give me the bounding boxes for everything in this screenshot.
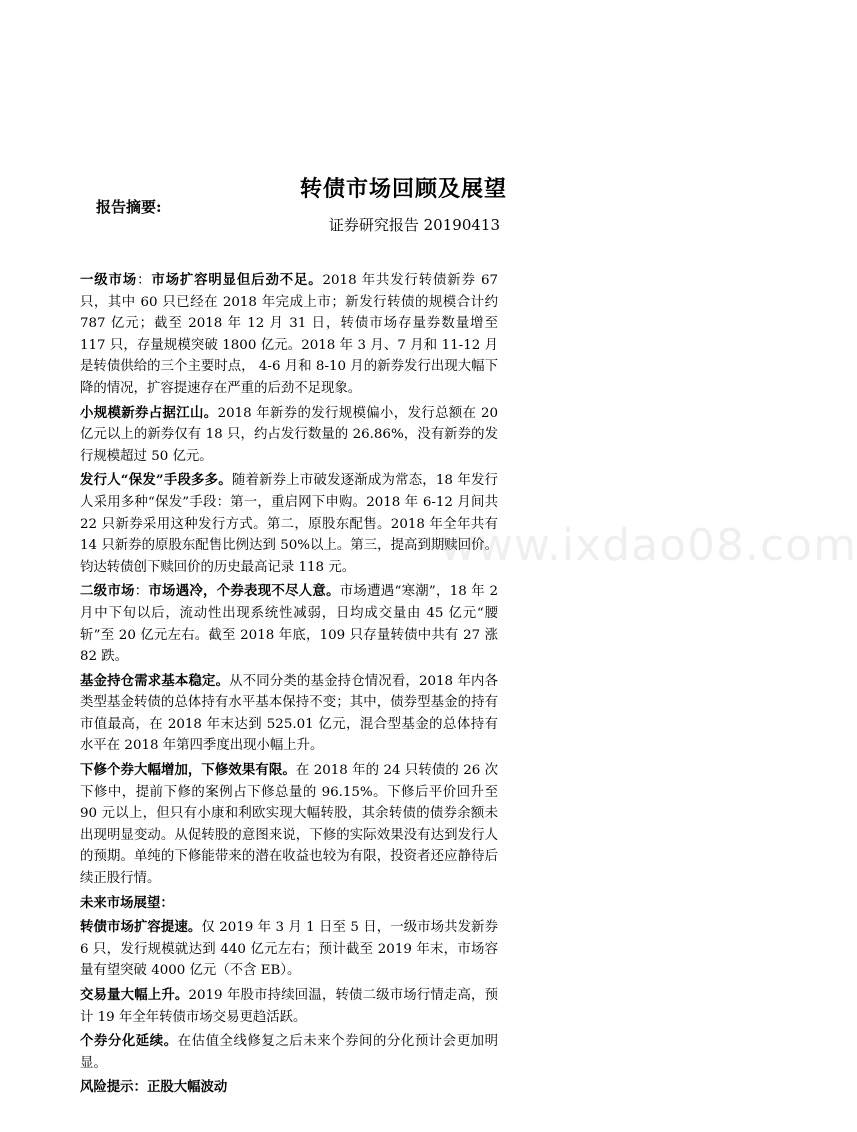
paragraph-lead-sep: ： [134, 584, 149, 600]
paragraph-expansion [80, 917, 498, 982]
report-subtitle: 证券研究报告 20190413 [328, 216, 500, 234]
risk-text: 正股大幅波动 [146, 1079, 228, 1096]
paragraph-bold: 基金持仓需求基本稳定。 [80, 672, 230, 689]
paragraph-text: 2018 年新券的发行规模偏小，发行总额在 20 亿元以上的新券仅有 18 只，约占发行数量的 26.86%，没有新券的发行规模超过 50 亿元。 [80, 405, 499, 464]
paragraph-issuer-methods [80, 470, 498, 578]
risk-warning [80, 1077, 498, 1099]
risk-label: 风险提示： [80, 1079, 147, 1096]
paragraph-divergence [80, 1031, 498, 1074]
paragraph-bold: 小规模新券占据江山。 [80, 404, 218, 421]
paragraph-primary-market [80, 270, 498, 400]
watermark: www.ixdao08.com [440, 520, 857, 571]
paragraph-text: 仅 2019 年 3 月 1 日至 5 日，一级市场共发新券 6 只，发行规模就达到 440 亿元左右；预计截至 2019 年末，市场容量有望突破 4000 亿元（不含 EB）。 [80, 920, 498, 979]
paragraph-bold: 转债市场扩容提速。 [80, 919, 202, 936]
paragraph-text: 2019 年股市持续回温，转债二级市场行情走高，预计 19 年全年转债市场交易更趋活跃。 [80, 988, 499, 1025]
paragraph-text: 从不同分类的基金持仓情况看，2018 年内各类型基金转债的总体持有水平基本保持不变；其中，债券型基金的持有市值最高，在 2018 年末达到 525.01 亿元，混合型基金的总体持有水平在 2018 年第四季度出现小幅上升。 [80, 673, 498, 754]
paragraph-text: 市场遭遇“寒潮”，18 年 2 月中下旬以后，流动性出现系统性减弱，日均成交量由 45 亿元“腰斩”至 20 亿元左右。截至 2018 年底，109 只存量转债中共有 27 涨 82 跌。 [80, 584, 499, 665]
paragraph-text: 2018 年共发行转债新券 67 只，其中 60 只已经在 2018 年完成上市；新发行转债的规模合计约 787 亿元；截至 2018 年 12 月 31 日，转债市场存量券数量增至 117 只，存量规模突破 1800 亿元。2018 年 3 月、7 月和 11-12 月是转债供给的三个主要时点， 4-6 月和 8-10 月的新券发行出现大幅下降的情况，扩容提速存在严重的后劲不足现象。 [80, 273, 499, 396]
paragraph-downward-revision [80, 760, 498, 890]
paragraph-secondary-market [80, 581, 498, 667]
paragraph-text: 在 2018 年的 24 只转债的 26 次下修中，提前下修的案例占下修总量的 96.15%。下修后平价回升至 90 元以上，但只有小康和利欧实现大幅转股，其余转债的债券余额未出现明显变动。从促转股的意图来说，下修的实际效果没有达到发行人的预期。单纯的下修能带来的潜在收益也较为有限，投资者还应静待后续正股行情。 [80, 763, 499, 887]
report-title: 转债市场回顾及展望 [300, 176, 508, 202]
paragraph-text: 在估值全线修复之后未来个券间的分化预计会更加明显。 [80, 1034, 499, 1071]
paragraph-bold: 个券分化延续。 [80, 1033, 178, 1050]
paragraph-bold: 下修个券大幅增加，下修效果有限。 [80, 762, 296, 779]
paragraph-fund-holdings [80, 671, 498, 757]
paragraph-lead: 一级市场 [80, 272, 138, 288]
paragraph-volume [80, 985, 498, 1028]
abstract-body [80, 270, 498, 1102]
paragraph-bold: 市场扩容明显但后劲不足。 [151, 272, 323, 288]
paragraph-lead: 二级市场 [80, 583, 135, 600]
abstract-label: 报告摘要: [96, 198, 162, 216]
paragraph-bold: 发行人“保发”手段多多。 [80, 472, 232, 489]
paragraph-text: 随着新券上市破发逐渐成为常态，18 年发行人采用多种“保发”手段：第一，重启网下申购。2018 年 6-12 月间共 22 只新券采用这种发行方式。第二，原股东配售。2018 年全年共有 14 只新券的原股东配售比例达到 50%以上。第三，提高到期赎回价。钧达转债创下赎回价的历史最高记录 118 元。 [80, 473, 499, 575]
paragraph-bold: 交易量大幅上升。 [80, 987, 189, 1003]
paragraph-bold: 市场遇冷，个券表现不尽人意。 [148, 583, 340, 600]
future-outlook-heading: 未来市场展望： [80, 894, 174, 911]
paragraph-small-issues [80, 403, 498, 468]
paragraph-lead-sep: ： [137, 273, 152, 288]
